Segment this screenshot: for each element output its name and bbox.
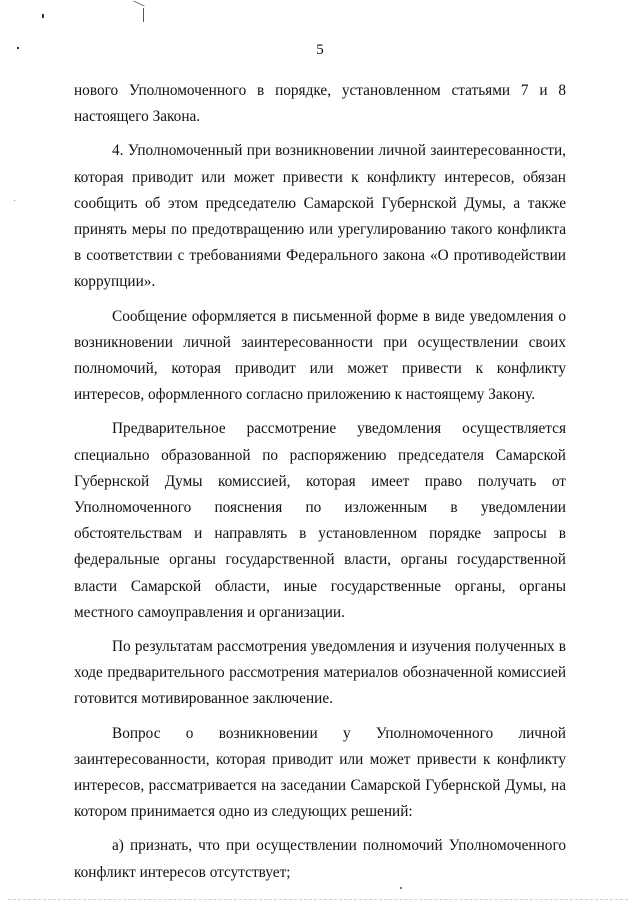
document-body	[74, 78, 566, 886]
paragraph: Сообщение оформляется в письменной форме в виде уведомления о возникновении личной заинтересованности при осуществлении своих полномочий, которая приводит или может привести к конфликту интересов, оформленного согласно приложению к настоящему Закону.	[74, 307, 566, 404]
scan-edge	[8, 899, 628, 900]
paragraph: Предварительное рассмотрение уведомления осуществляется специально образованной по распоряжению председателя Самарской Губернской Думы комиссией, которая имеет право получать от Уполномоченного пояснения по изложенным в уведомлении обстоятельствам и направлять в установленном порядке запросы в федеральные органы государственной власти, органы государственной власти Самарской области, иные государственные органы, органы местного самоуправления и организации.	[74, 420, 566, 621]
page-number: 5	[316, 42, 324, 58]
scan-artifact	[133, 1, 144, 7]
paragraph: нового Уполномоченного в порядке, установленном статьями 7 и 8 настоящего Закона.	[74, 82, 566, 126]
paragraph: По результатам рассмотрения уведомления и изучения полученных в ходе предварительного рассмотрения материалов обозначенной комиссией готовится мотивированное заключение.	[74, 638, 566, 708]
scan-artifact	[14, 200, 15, 201]
scan-artifact	[143, 8, 144, 22]
paragraph: а) признать, что при осуществлении полномочий Уполномоченного конфликт интересов отсутствует;	[74, 837, 566, 881]
scan-artifact	[400, 887, 402, 889]
paragraph: 4. Уполномоченный при возникновении личной заинтересованности, которая приводит или может привести к конфликту интересов, обязан сообщить об этом председателю Самарской Губернской Думы, а также принять меры по предотвращению или урегулированию такого конфликта в соответствии с требованиями Федерального закона «О противодействии коррупции».	[74, 142, 566, 291]
paragraph: Вопрос о возникновении у Уполномоченного личной заинтересованности, которая приводит или может привести к конфликту интересов, рассматривается на заседании Самарской Губернской Думы, на котором принимается одно из следующих решений:	[74, 724, 566, 821]
scan-artifact	[42, 14, 44, 18]
